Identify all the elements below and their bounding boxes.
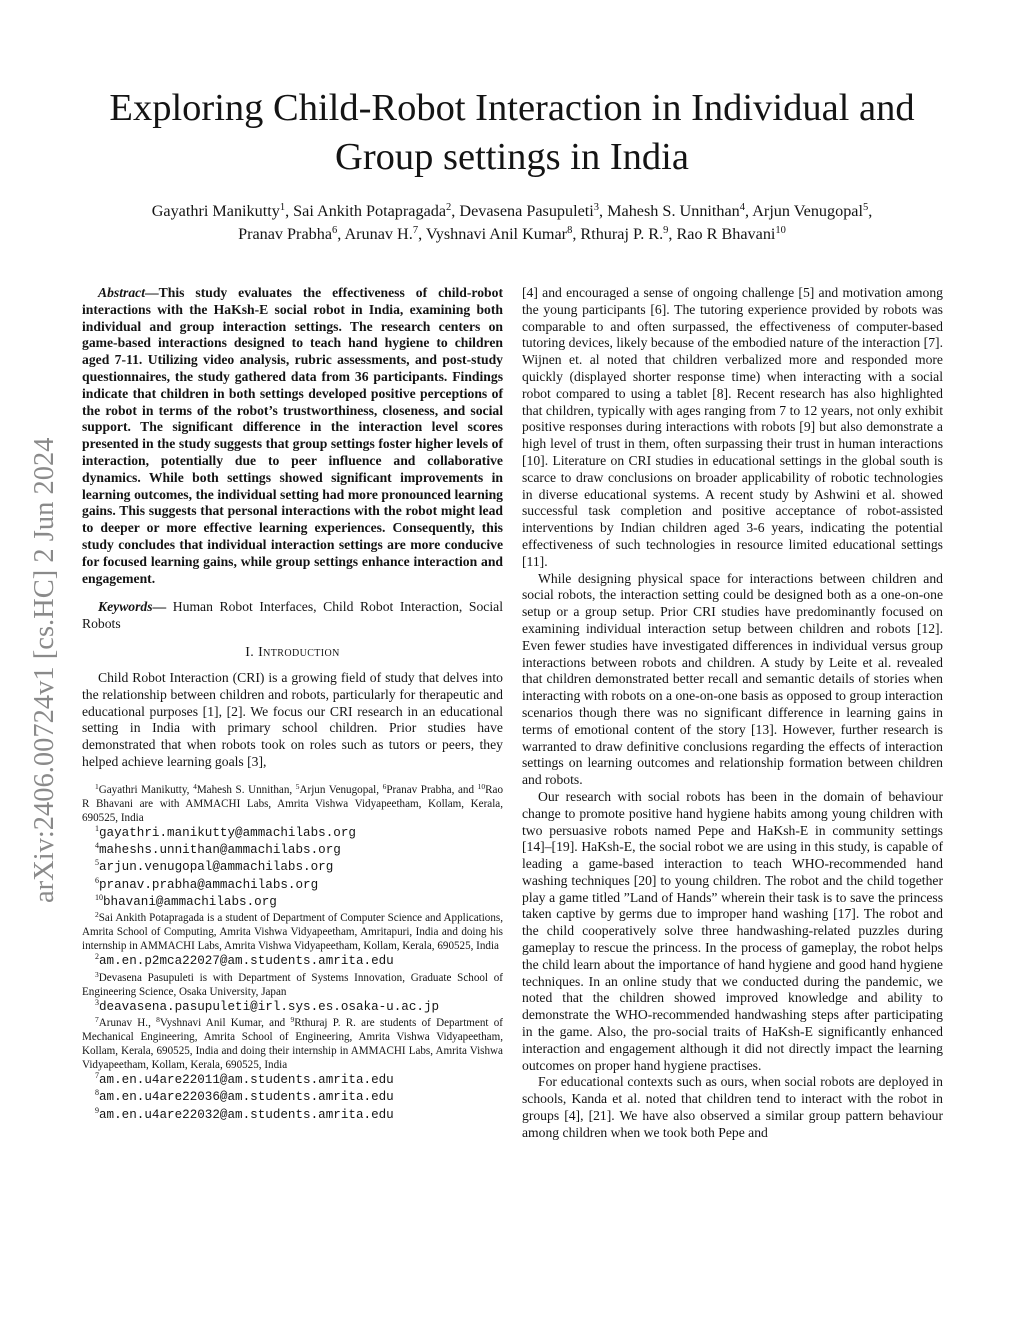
author-affil: 5 — [862, 202, 869, 213]
email-text: arjun.venugopal@ammachilabs.org — [99, 860, 334, 875]
footnote-affiliation-pasupuleti — [82, 971, 503, 999]
footnote-affiliation-students — [82, 1016, 503, 1072]
email-link[interactable] — [82, 825, 503, 842]
author-affil: 3 — [593, 202, 600, 213]
body-paragraph: While designing physical space for interactions between children and social robots, the interaction setting could be designed both as a one-on-one setup or a group setup. Prior CRI studies have predominantly focused on examining individual interaction setup between children and robots [12]. Even fewer studies have investigated differences in individual versus group interactions between robots and children. A study by Leite et al. revealed that children demonstrated better recall and semantic details of stories when interacting with robots on a one-on-one basis as opposed to group interaction scenarios though there was no significant difference in learning gains in terms of emotional content of the story [13]. However, further research is warranted to draw definitive conclusions regarding the effects of interaction settings on learning outcomes and relationship formation between children and robots. — [522, 570, 943, 788]
author-name: Pranav Prabha — [238, 225, 333, 243]
author-name: Devasena Pasupuleti — [459, 202, 594, 220]
fn-text: Gayathri Manikutty, — [98, 783, 194, 796]
footnotes — [82, 783, 503, 1124]
author-sep: , — [451, 202, 460, 220]
fn-text: Rao R Bhavani are with AMMACHI Labs, Amrita Vishwa Vidyapeetham, Kollam, Kerala, 690525, India — [82, 783, 503, 824]
email-sup: 3 — [95, 997, 99, 1007]
author-line-2 — [60, 223, 964, 246]
email-text: am.en.u4are22011@am.students.amrita.edu — [99, 1073, 394, 1088]
keywords-text: Human Robot Interfaces, Child Robot Interaction, Social Robots — [82, 599, 503, 632]
abstract-label: Abstract — [98, 285, 145, 300]
fn-sup: 9 — [290, 1014, 295, 1024]
fn-sup: 3 — [95, 969, 99, 979]
body-paragraph: For educational contexts such as ours, when social robots are deployed in schools, Kanda et al. noted that children tend to interact with the robot in groups [4], [21]. We have also observed a similar group pattern behaviour among children when we took both Pepe and — [522, 1074, 943, 1140]
author-sep: , — [868, 202, 873, 220]
arxiv-identifier: arXiv:2406.00724v1 [cs.HC] 2 Jun 2024 — [29, 437, 60, 903]
email-sup: 2 — [95, 952, 99, 962]
author-name: Arunav H. — [344, 225, 413, 243]
author-affil: 6 — [332, 225, 338, 236]
email-text: am.en.p2mca22027@am.students.amrita.edu — [99, 954, 394, 969]
fn-text: Rthuraj P. R. are students of Department of Mechanical Engineering, Amrita School of Engineering, Amrita Vishwa Vidyapeetham, Kollam, Kerala, 690525, India and doing their internship in AMMACHI Labs, Amrita Vishwa Vidyapeetham, Kollam, Kerala, 690525, India — [82, 1016, 503, 1072]
author-sep: , — [668, 225, 677, 243]
email-sup: 7 — [95, 1071, 99, 1081]
title-line-2: Group settings in India — [335, 136, 689, 178]
fn-text: Sai Ankith Potapragada is a student of Department of Computer Science and Applications, Amrita School of Computing, Amrita Vishwa Vidyapeetham, Amritapuri, India and doing his internship in AMMACHI Labs, Amrita Vishwa Vidyapeetham, Kollam, Kerala, 690525, India — [82, 912, 503, 953]
intro-paragraph: Child Robot Interaction (CRI) is a growing field of study that delves into the relationship between children and robots, particularly for therapeutic and educational purposes [1], [2]. We focus our CRI research in an educational setting in India with primary school children. Prior studies have demonstrated that when robots took on roles such as tutors or peers, they helped achieve learning goals [3], — [82, 669, 503, 769]
author-line-1 — [60, 200, 964, 223]
footnote-affiliation-potapragada — [82, 911, 503, 953]
right-column — [522, 285, 943, 1142]
email-link[interactable] — [82, 842, 503, 859]
paper-title — [60, 84, 964, 182]
email-link[interactable] — [82, 953, 503, 970]
email-link[interactable] — [82, 859, 503, 876]
author-affil: 2 — [446, 202, 452, 213]
email-link[interactable] — [82, 1107, 503, 1124]
email-text: pranav.prabha@ammachilabs.org — [99, 877, 319, 892]
author-sep: , — [599, 202, 608, 220]
left-column — [82, 285, 503, 1124]
fn-sup: 6 — [382, 781, 387, 791]
author-name: Mahesh S. Unnithan — [607, 202, 740, 220]
email-sup: 4 — [95, 841, 99, 851]
fn-sup: 7 — [95, 1014, 99, 1024]
email-sup: 8 — [95, 1088, 99, 1098]
email-link[interactable] — [82, 877, 503, 894]
author-sep: , — [418, 225, 426, 243]
author-affil: 1 — [279, 202, 286, 213]
author-name: Arjun Venugopal — [752, 202, 863, 220]
email-text: bhavani@ammachilabs.org — [103, 894, 277, 909]
fn-sup: 8 — [156, 1014, 160, 1024]
abstract — [82, 285, 503, 587]
author-affil: 8 — [567, 225, 573, 236]
fn-text: Vyshnavi Anil Kumar, and — [159, 1016, 291, 1029]
email-sup: 6 — [95, 875, 99, 885]
fn-sup: 4 — [193, 781, 197, 791]
abstract-dash: — — [145, 285, 159, 300]
keywords-dash: — — [152, 599, 167, 615]
fn-text: Devasena Pasupuleti is with Department of Systems Innovation, Graduate School of Engineering Science, Osaka University, Japan — [82, 971, 503, 998]
email-text: deavasena.pasupuleti@irl.sys.es.osaka-u.ac.jp — [99, 999, 440, 1014]
author-affil: 9 — [663, 225, 669, 236]
author-name: Sai Ankith Potapragada — [293, 202, 447, 220]
email-link[interactable] — [82, 1089, 503, 1106]
email-sup: 10 — [95, 892, 103, 902]
email-sup: 5 — [95, 858, 99, 868]
fn-sup: 2 — [95, 910, 99, 920]
fn-sup: 10 — [477, 781, 486, 791]
title-line-1: Exploring Child-Robot Interaction in Individual and — [109, 87, 915, 129]
email-link[interactable] — [82, 894, 503, 911]
fn-text: Arunav H., — [98, 1016, 157, 1029]
author-sep: , — [285, 202, 294, 220]
fn-sup: 5 — [295, 781, 300, 791]
abstract-text: This study evaluates the effectiveness of child-robot interactions with the HaKsh-E social robot in India, examining both individual and group interaction settings. The research centers on game-based interactions designed to teach hand hygiene to children aged 7-11. Utilizing video analysis, rubric assessments, and post-study questionnaires, the study gathered data from 36 participants. Findings indicate that children in both settings developed positive perceptions of the robot in terms of the robot’s trustworthiness, closeness, and social support. The significant difference in the interaction level scores presented in the study suggests that group settings foster higher levels of interaction, potentially due to peer influence and collaborative dynamics. While both settings showed significant improvements in learning outcomes, the individual setting had more pronounced learning gains. This suggests that personal interactions with the robot might lead to deeper or more effective learning experiences. Consequently, this study concludes that individual interaction settings are more conducive for focused learning gains, while group settings enhance interaction and engagement. — [82, 285, 503, 586]
keywords — [82, 599, 503, 633]
section-heading-introduction: I. Introduction — [245, 644, 340, 660]
body-paragraph: [4] and encouraged a sense of ongoing challenge [5] and motivation among the young participants [6]. The tutoring experience provided by robots was comparable to and often surpassed, the effectiveness of computer-based tutoring devices, likely because of the embodied nature of the interaction [7]. Wijnen et. al noted that children verbalized more and responded more quickly (displayed shorter response time) when interacting with a social robot compared to using a tablet [8]. Recent research has also highlighted that children, typically with ages ranging from 7 to 12 years, not only exhibit positive responses during interactions with robots [9] but also demonstrate a high level of trust in them, often surpassing their trust in human interactions [10]. Literature on CRI studies in educational settings in the global south is scarce to draw conclusions on broader applicability of robotic technologies in diverse educational systems. A recent study by Ashwini et al. showed successful task completion and positive acceptance of robot-assisted interventions by Indian children aged 3-6 years, indicating the potential effectiveness of such technologies in resource limited educational settings [11]. — [522, 285, 943, 569]
footnote-affiliation-ammachi — [82, 783, 503, 825]
email-text: maheshs.unnithan@ammachilabs.org — [99, 843, 341, 858]
email-text: am.en.u4are22036@am.students.amrita.edu — [99, 1090, 394, 1105]
author-name: Rthuraj P. R. — [580, 225, 664, 243]
email-sup: 9 — [95, 1105, 99, 1115]
author-sep: , — [572, 225, 581, 243]
email-link[interactable] — [82, 999, 503, 1016]
author-affil: 7 — [412, 225, 419, 236]
fn-text: Arjun Venugopal, — [299, 783, 383, 796]
author-sep: , — [745, 202, 753, 220]
author-list — [60, 200, 964, 246]
author-name: Rao R Bhavani — [676, 225, 776, 243]
fn-text: Mahesh S. Unnithan, — [196, 783, 296, 796]
body-paragraph: Our research with social robots has been in the domain of behaviour change to promote positive hand hygiene habits among young children with two persuasive robots named Pepe and HaKsh-E in community settings [14]–[19]. HaKsh-E, the social robot we are using in this study, is capable of leading a game-based interaction to teach WHO-recommended hand washing techniques [20] to young children. The robot and the child together play a game titled ”Land of Hands” wherein their task is to save the princess taken captive by germs due to improper hand washing [17]. The robot and the child cooperatively solve three handwashing-related puzzles during gameplay to rescue the princess. In the process of gameplay, the robot helps the child learn about the importance of hand hygiene and good hand hygiene techniques. In an online study that we conducted during the pandemic, we noted that the children showed improved knowledge and ability to demonstrate the WHO-recommended handwashing steps after participating in the game. Also, the pro-social traits of HaKsh-E significantly enhanced interaction and engagement although it did not directly impact the learning outcomes on proper hand hygiene practises. — [522, 788, 943, 1073]
email-link[interactable] — [82, 1072, 503, 1089]
email-text: am.en.u4are22032@am.students.amrita.edu — [99, 1107, 394, 1122]
fn-sup: 1 — [95, 781, 99, 791]
fn-text: Pranav Prabha, and — [386, 783, 478, 796]
author-name: Vyshnavi Anil Kumar — [425, 225, 568, 243]
email-sup: 1 — [95, 824, 99, 833]
author-affil: 10 — [775, 225, 786, 236]
author-name: Gayathri Manikutty — [151, 202, 280, 220]
author-affil: 4 — [739, 202, 746, 213]
keywords-label: Keywords — [98, 599, 153, 615]
author-sep: , — [337, 225, 345, 243]
email-text: gayathri.manikutty@ammachilabs.org — [99, 826, 356, 840]
